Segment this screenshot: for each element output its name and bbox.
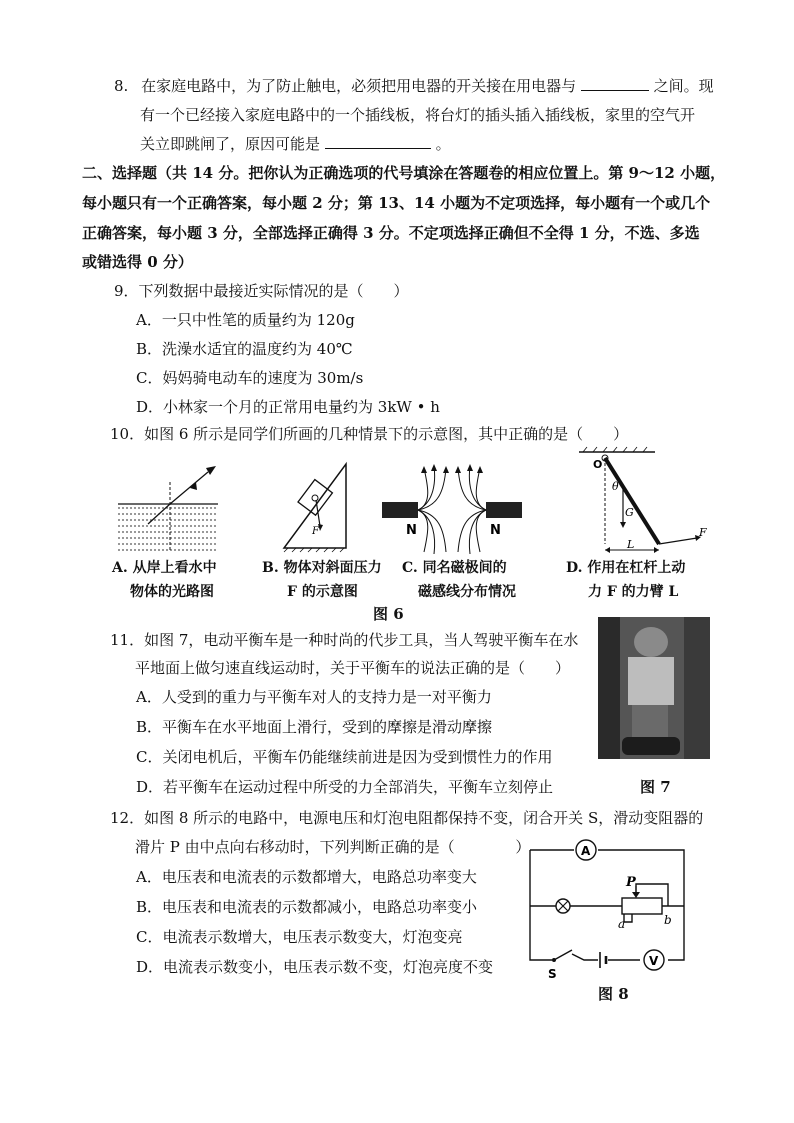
q12-option-c: C．电流表示数增大，电压表示数变大，灯泡变亮 <box>136 928 463 946</box>
pole-label-right: N <box>490 523 501 538</box>
voltmeter-label: V <box>649 954 659 968</box>
block-on-incline <box>298 480 332 516</box>
q12-option-d: D．电流表示数变小，电压表示数不变，灯泡亮度不变 <box>136 958 494 976</box>
section2-line4: 或错选得 0 分） <box>82 253 193 271</box>
fig6c-magnetic-field-diagram <box>382 462 522 557</box>
q8-text-1b: 之间。现 <box>653 77 714 95</box>
q8-answer-blank-1[interactable] <box>581 76 649 91</box>
eye-icon <box>206 466 216 475</box>
q11-option-a: A．人受到的重力与平衡车对人的支持力是一对平衡力 <box>136 688 492 706</box>
q12-line1: 12．如图 8 所示的电路中，电源电压和灯泡电阻都保持不变，闭合开关 S，滑动变阻器的 <box>110 809 704 827</box>
ammeter-label: A <box>581 844 591 858</box>
fig6d-lever-diagram <box>565 446 715 556</box>
q8-number: 8. <box>114 77 129 95</box>
q11-line1: 11．如图 7，电动平衡车是一种时尚的代步工具，当人驾驶平衡车在水 <box>110 631 579 649</box>
pivot-label: O <box>593 458 603 471</box>
section2-line3: 正确答案，每小题 3 分，全部选择正确得 3 分。不定项选择正确但不全得 1 分，不选、多选 <box>82 224 700 242</box>
q11-option-b: B．平衡车在水平地面上滑行，受到的摩擦是滑动摩擦 <box>136 718 493 736</box>
fig6a-caption-1: A. 从岸上看水中 <box>112 560 217 576</box>
switch-icon <box>554 950 572 960</box>
q9-option-b: B．洗澡水适宜的温度约为 40℃ <box>136 340 353 358</box>
q8-text-3: 关立即跳闸了，原因可能是 <box>140 135 321 153</box>
figure-7-label: 图 7 <box>640 778 671 796</box>
fig6b-caption-1: B. 物体对斜面压力 <box>262 560 382 576</box>
section2-line1: 二、选择题（共 14 分。把你认为正确选项的代号填涂在答题卷的相应位置上。第 9～12 小题， <box>82 164 726 182</box>
fig6d-caption-1: D. 作用在杠杆上动 <box>566 560 686 576</box>
gravity-label: G <box>625 506 634 519</box>
q10-stem: 10．如图 6 所示是同学们所画的几种情景下的示意图，其中正确的是（ ） <box>110 425 629 443</box>
water-hatching <box>118 508 218 550</box>
q8-line2: 有一个已经接入家庭电路中的一个插线板，将台灯的插头插入插线板，家里的空气开 <box>140 106 696 124</box>
fig8-circuit-diagram <box>526 840 706 980</box>
fig6b-caption-2: F 的示意图 <box>287 584 358 600</box>
rheostat-icon <box>622 898 662 914</box>
q8-text-1a: 在家庭电路中，为了防止触电，必须把用电器的开关接在用电器与 <box>141 77 577 95</box>
q9-option-c: C．妈妈骑电动车的速度为 30m/s <box>136 369 364 387</box>
force-label: F <box>699 526 707 539</box>
q12-line2 <box>135 837 530 857</box>
q9-option-a: A．一只中性笔的质量约为 120g <box>136 311 355 329</box>
water-region <box>118 504 218 554</box>
angle-label: θ <box>612 480 619 493</box>
force-label-f: F <box>312 526 319 537</box>
magnet-right <box>486 502 522 518</box>
field-lines <box>418 466 486 554</box>
q12-option-b: B．电压表和电流表的示数都减小，电路总功率变小 <box>136 898 478 916</box>
slider-label: P <box>626 875 636 890</box>
q9-option-d: D．小林家一个月的正常用电量约为 3kW • h <box>136 398 440 416</box>
incident-ray <box>170 472 208 504</box>
figure-8-label: 图 8 <box>598 985 629 1003</box>
q8-line1 <box>114 76 714 96</box>
lever-bar <box>605 458 659 544</box>
magnet-left <box>382 502 418 518</box>
q8-answer-blank-2[interactable] <box>325 134 431 149</box>
q9-stem: 9．下列数据中最接近实际情况的是（ ） <box>114 282 409 300</box>
q12-option-a: A．电压表和电流表的示数都增大，电路总功率变大 <box>136 868 477 886</box>
fig6b-incline-diagram <box>282 462 362 557</box>
fig6a-caption-2: 物体的光路图 <box>130 584 214 600</box>
switch-label: S <box>548 967 557 981</box>
balance-scooter-photo <box>598 617 710 759</box>
q11-option-c: C．关闭电机后，平衡车仍能继续前进是因为受到惯性力的作用 <box>136 748 553 766</box>
terminal-a-label: a <box>618 917 626 931</box>
q11-line2: 平地面上做匀速直线运动时，关于平衡车的说法正确的是（ ） <box>135 659 571 677</box>
pole-label-left: N <box>406 523 417 538</box>
q11-option-d: D．若平衡车在运动过程中所受的力全部消失，平衡车立刻停止 <box>136 778 554 796</box>
arm-label: L <box>627 538 635 551</box>
contact-point <box>312 495 318 501</box>
slider-arrow-icon <box>632 892 640 898</box>
q12-text-2: 滑片 P 由中点向右移动时，下列判断正确的是（ <box>135 838 455 856</box>
q8-line3 <box>140 134 451 154</box>
force-arrow-f <box>659 538 697 544</box>
section2-line2: 每小题只有一个正确答案，每小题 2 分；第 13、14 小题为不定项选择，每小题有一个或几个 <box>82 194 711 212</box>
q8-text-3end: 。 <box>435 135 451 153</box>
fig6c-caption-1: C. 同名磁极间的 <box>402 560 507 576</box>
fig6d-caption-2: 力 F 的力臂 L <box>588 584 679 600</box>
figure-6-label: 图 6 <box>373 605 404 623</box>
fig6a-refraction-diagram <box>118 462 228 557</box>
terminal-b-label: b <box>664 913 672 927</box>
fig6c-caption-2: 磁感线分布情况 <box>418 584 516 600</box>
q12-text-2end: ） <box>515 838 531 856</box>
